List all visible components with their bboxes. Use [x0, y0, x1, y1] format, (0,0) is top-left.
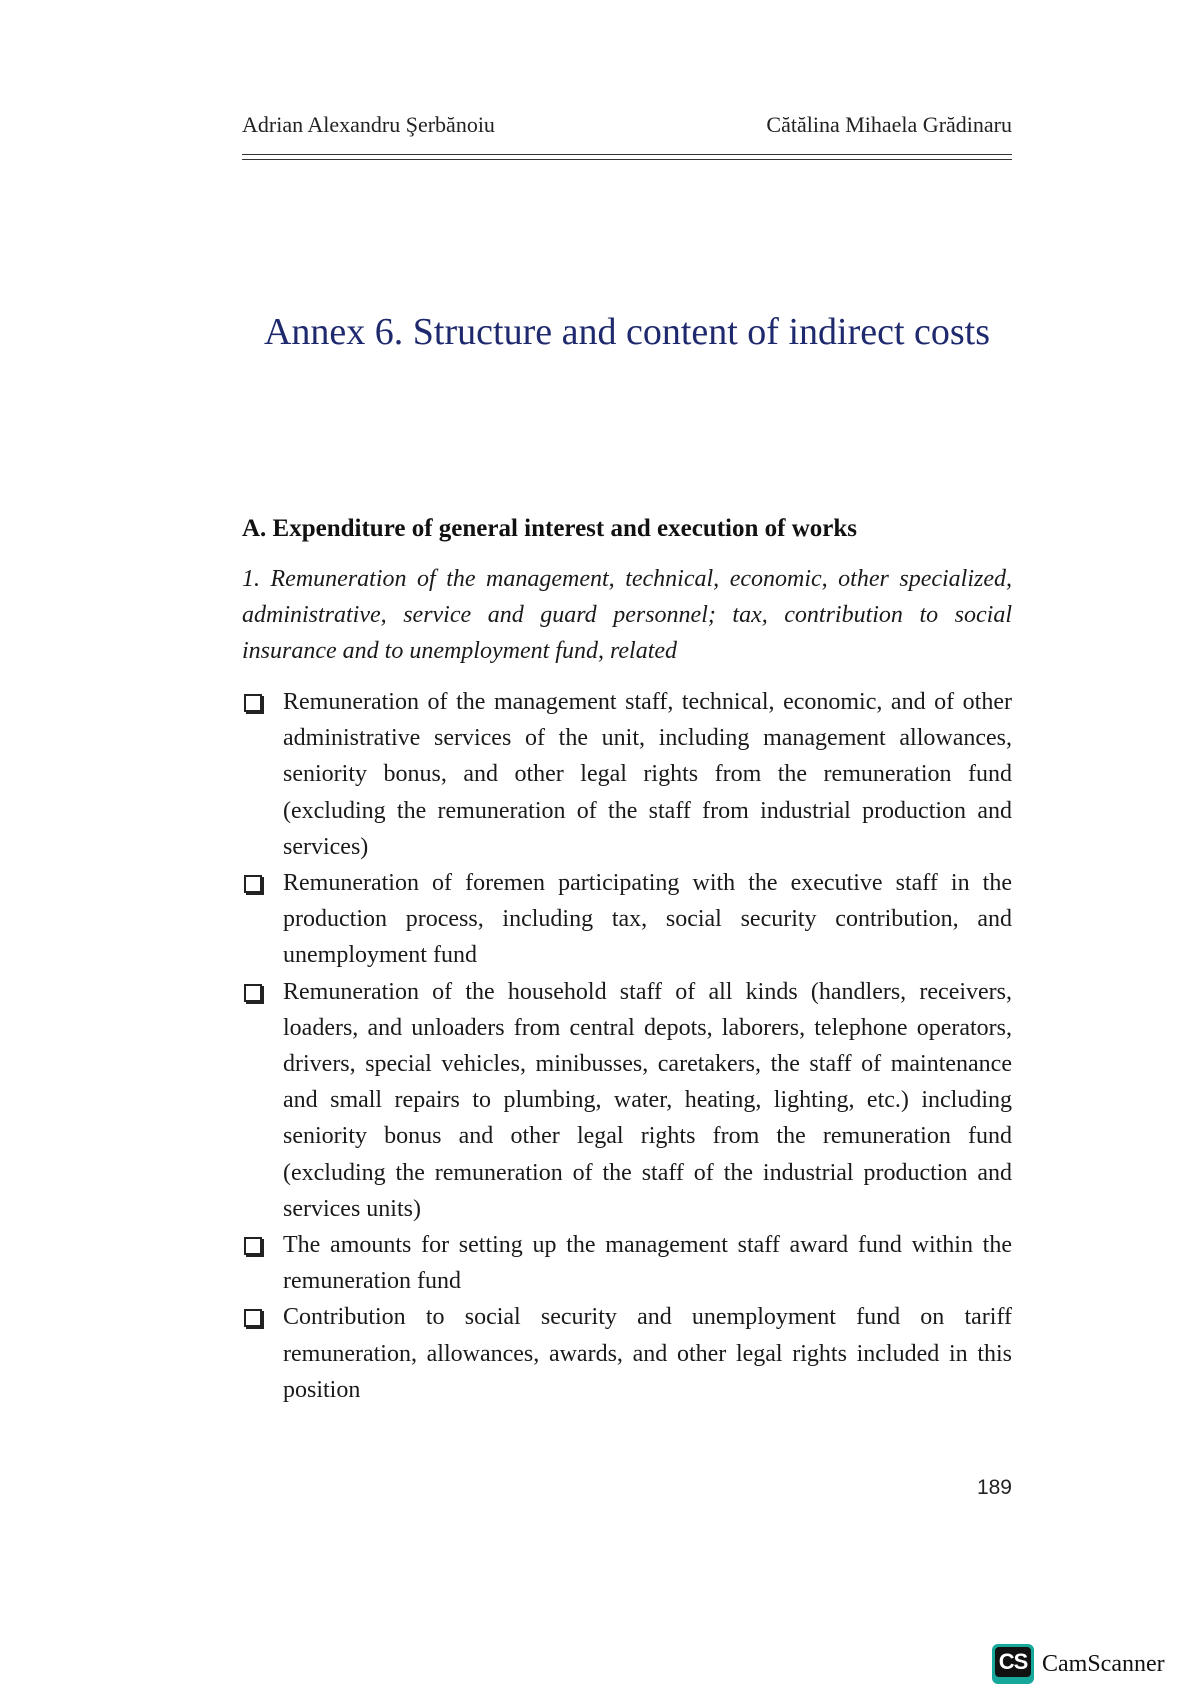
list-item-text: Remuneration of the management staff, technical, economic, and of other administrative services of the unit, including management allowances, seniority bonus, and other legal rights from the remuneration fund (excluding the remuneration of the staff from industrial production and services)	[283, 689, 1012, 860]
header-left-author: Adrian Alexandru Şerbănoiu	[242, 112, 495, 137]
header-rule-top	[242, 154, 1012, 155]
camscanner-logo-icon	[992, 1644, 1034, 1684]
list-item-text: Contribution to social security and unemployment fund on tariff remuneration, allowances, awards, and other legal rights included in this position	[283, 1304, 1012, 1403]
camscanner-logo-text: CS	[995, 1647, 1031, 1677]
list-item	[242, 1299, 1012, 1408]
running-header	[242, 112, 1012, 138]
camscanner-watermark	[992, 1644, 1165, 1684]
list-item-text: Remuneration of foremen participating with the executive staff in the production process, including tax, social security contribution, and unemployment fund	[283, 870, 1012, 969]
checkbox-bullet-icon	[244, 1237, 262, 1255]
section-heading: A. Expenditure of general interest and execution of works	[242, 515, 858, 542]
checkbox-bullet-icon	[244, 1309, 262, 1327]
list-item	[242, 1227, 1012, 1299]
page-title: Annex 6. Structure and content of indirect costs	[263, 311, 991, 353]
checkbox-bullet-icon	[244, 875, 262, 893]
checkbox-bullet-icon	[244, 694, 262, 712]
list-item	[242, 974, 1012, 1227]
camscanner-brand: CamScanner	[1042, 1650, 1165, 1677]
list-item	[242, 865, 1012, 974]
header-right-author: Cătălina Mihaela Grădinaru	[766, 112, 1012, 137]
page-number: 189	[976, 1476, 1012, 1499]
bullet-list	[242, 684, 1012, 1408]
list-item-text: Remuneration of the household staff of all kinds (handlers, receivers, loaders, and unloaders from central depots, laborers, telephone operators, drivers, special vehicles, minibusses, caretakers, the staff of maintenance and small repairs to plumbing, water, heating, lighting, etc.) including seniority bonus and other legal rights from the remuneration fund (excluding the remuneration of the staff of the industrial production and services units)	[283, 978, 1012, 1222]
header-rule-bottom	[242, 159, 1012, 160]
list-item-text: The amounts for setting up the management staff award fund within the remuneration fund	[283, 1232, 1012, 1295]
section-subheading: 1. Remuneration of the management, technical, economic, other specialized, administrative, service and guard personnel; tax, contribution to social insurance and to unemployment fund, related	[242, 566, 1012, 664]
checkbox-bullet-icon	[244, 984, 262, 1002]
list-item	[242, 684, 1012, 865]
